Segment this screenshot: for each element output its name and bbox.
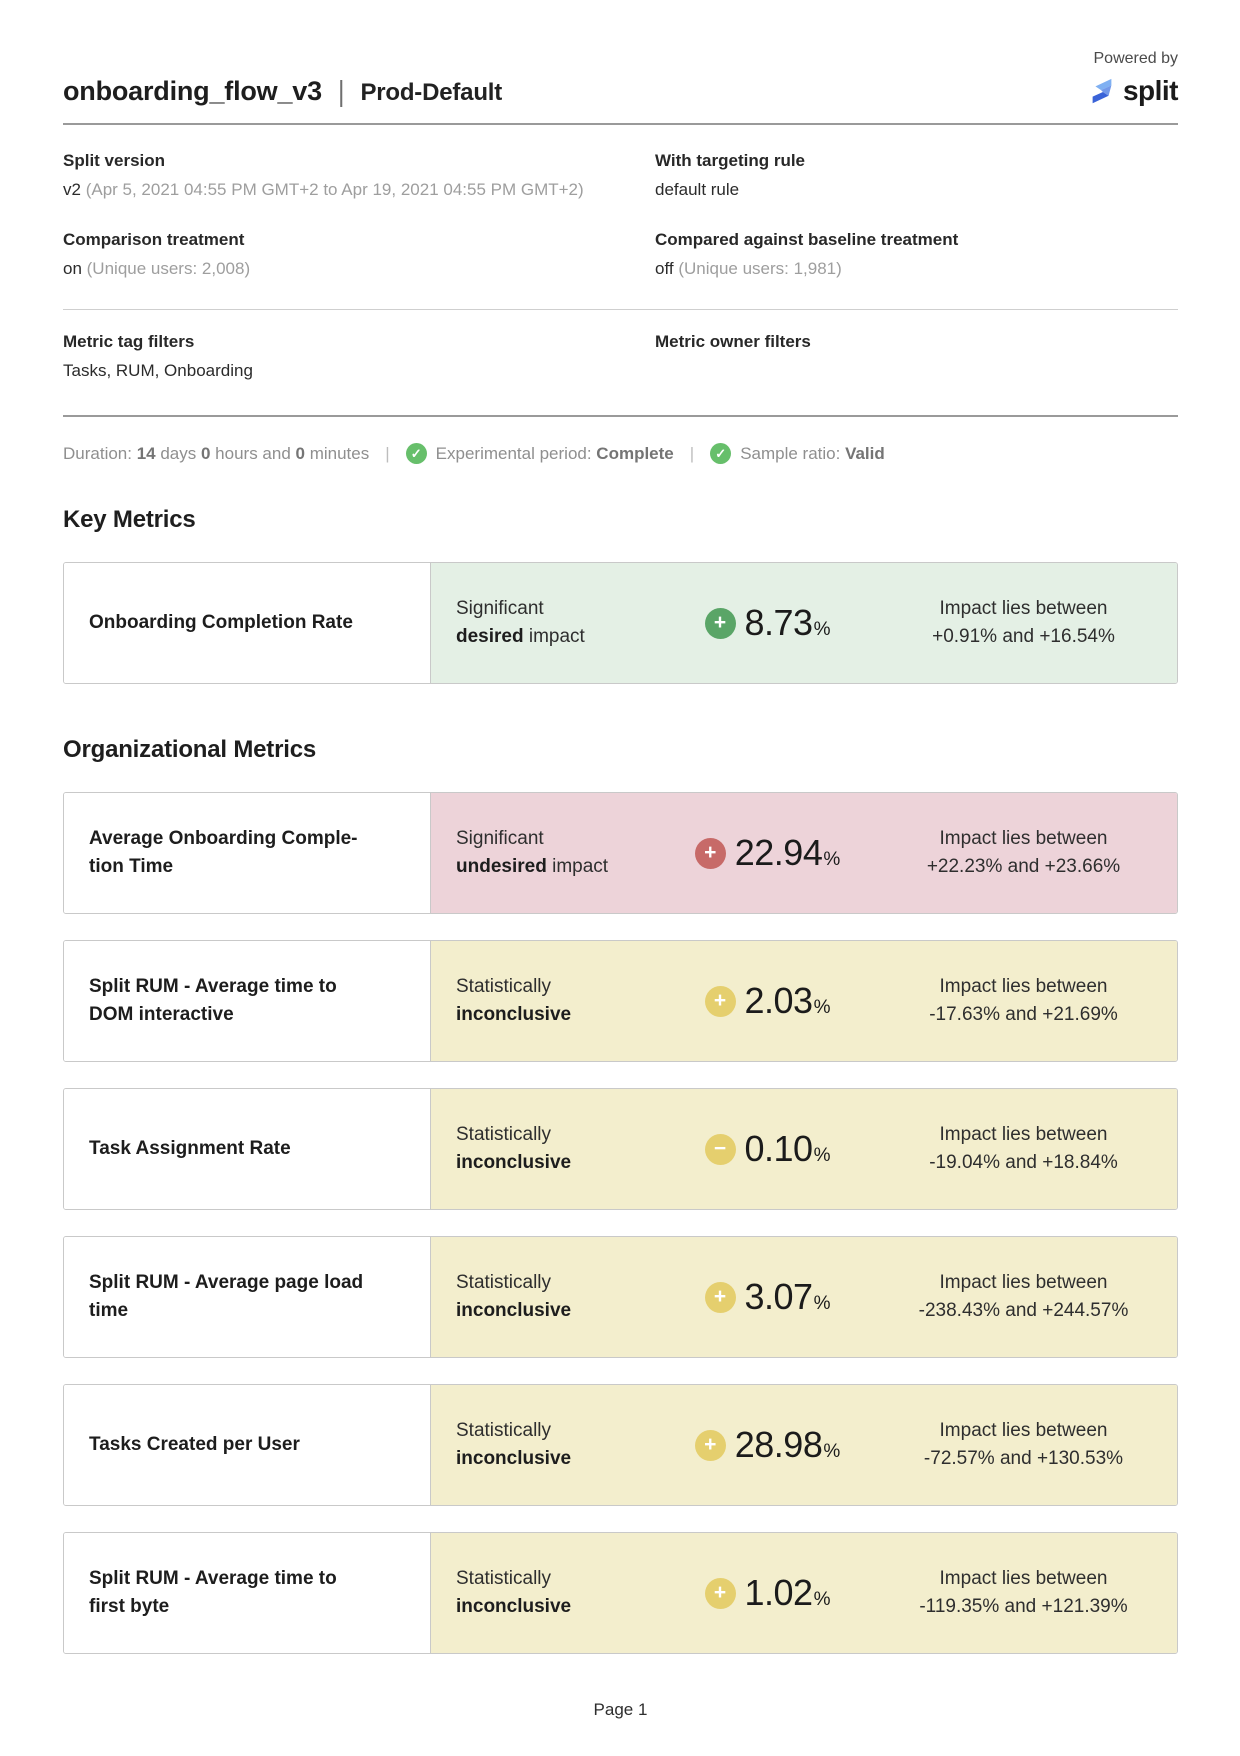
report-header xyxy=(63,50,1178,107)
metric-value: + 8.73 % xyxy=(643,602,892,644)
brand-block xyxy=(1087,50,1178,107)
brand-wordmark: split xyxy=(1122,75,1178,106)
field-value: v2 (Apr 5, 2021 04:55 PM GMT+2 to Apr 19, 2021 04:55 PM GMT+2) xyxy=(63,180,584,199)
split-logo-icon xyxy=(1087,76,1117,106)
divider xyxy=(63,309,1178,310)
experiment-status-bar xyxy=(63,443,1178,464)
metric-name: Split RUM - Average time to DOM interactive xyxy=(89,976,337,1025)
field-baseline-treatment xyxy=(655,230,1178,279)
metric-status: Significant undesired impact xyxy=(456,828,609,877)
impact-range: Impact lies between -17.63% and +21.69% xyxy=(929,976,1118,1025)
metric-card xyxy=(63,1532,1178,1654)
metric-status: Statistically inconclusive xyxy=(456,1568,572,1617)
metric-value: − 0.10 % xyxy=(643,1128,892,1170)
plus-icon: + xyxy=(705,608,736,639)
impact-range: Impact lies between +22.23% and +23.66% xyxy=(926,828,1121,877)
impact-range: Impact lies between +0.91% and +16.54% xyxy=(932,598,1115,647)
metric-card xyxy=(63,1236,1178,1358)
experiment-info xyxy=(63,151,1178,279)
field-split-version xyxy=(63,151,655,200)
duration-text: Duration: 14 days 0 hours and 0 minutes xyxy=(63,443,370,463)
metric-name: Split RUM - Average page load time xyxy=(89,1272,364,1321)
metric-value: + 3.07 % xyxy=(643,1276,892,1318)
metric-name: Tasks Created per User xyxy=(89,1434,300,1456)
field-label: With targeting rule xyxy=(655,151,806,170)
field-label: Metric tag filters xyxy=(63,332,195,351)
page-title: onboarding_flow_v3 xyxy=(63,76,322,106)
metric-card xyxy=(63,940,1178,1062)
metric-card xyxy=(63,792,1178,914)
sample-ratio-text: Sample ratio: Valid xyxy=(740,443,885,463)
metric-card xyxy=(63,1088,1178,1210)
plus-icon: + xyxy=(705,1578,736,1609)
field-value: default rule xyxy=(655,180,740,199)
field-value: off (Unique users: 1,981) xyxy=(655,259,842,278)
field-label: Metric owner filters xyxy=(655,332,811,351)
metric-name: Task Assignment Rate xyxy=(89,1138,291,1160)
impact-range: Impact lies between -72.57% and +130.53% xyxy=(923,1420,1124,1469)
field-metric-tag-filters xyxy=(63,332,655,381)
divider xyxy=(63,415,1178,417)
metric-card xyxy=(63,1384,1178,1506)
plus-icon: + xyxy=(705,986,736,1017)
plus-icon: + xyxy=(705,1282,736,1313)
status-separator: | xyxy=(385,443,390,463)
field-comparison-treatment xyxy=(63,230,655,279)
metric-name: Average Onboarding Comple- tion Time xyxy=(89,828,358,877)
field-metric-owner-filters xyxy=(655,332,1178,381)
metric-name: Onboarding Completion Rate xyxy=(89,612,353,634)
plus-icon: + xyxy=(695,838,726,869)
divider xyxy=(63,123,1178,125)
metric-status: Statistically inconclusive xyxy=(456,1420,572,1469)
environment-name: Prod-Default xyxy=(360,79,503,106)
section-title-organizational-metrics: Organizational Metrics xyxy=(63,736,316,763)
field-label: Compared against baseline treatment xyxy=(655,230,959,249)
metric-value: + 2.03 % xyxy=(643,980,892,1022)
impact-range: Impact lies between -238.43% and +244.57% xyxy=(918,1272,1129,1321)
metric-card xyxy=(63,562,1178,684)
metric-value: + 1.02 % xyxy=(643,1572,892,1614)
field-label: Split version xyxy=(63,151,166,170)
field-targeting-rule xyxy=(655,151,1178,200)
title-row xyxy=(63,76,502,107)
impact-range: Impact lies between -19.04% and +18.84% xyxy=(929,1124,1118,1173)
minus-icon: − xyxy=(705,1134,736,1165)
title-separator: | xyxy=(337,75,345,109)
metric-status: Significant desired impact xyxy=(456,598,585,647)
field-value: Tasks, RUM, Onboarding xyxy=(63,361,253,380)
field-value xyxy=(655,361,1178,381)
status-separator: | xyxy=(689,443,695,463)
metric-status: Statistically inconclusive xyxy=(456,976,572,1025)
metric-status: Statistically inconclusive xyxy=(456,1124,572,1173)
metric-status: Statistically inconclusive xyxy=(456,1272,572,1321)
metric-value: + 28.98 % xyxy=(643,1424,892,1466)
section-title-key-metrics: Key Metrics xyxy=(63,506,196,533)
page-number: Page 1 xyxy=(593,1700,648,1719)
impact-range: Impact lies between -119.35% and +121.39% xyxy=(919,1568,1128,1617)
check-icon: ✓ xyxy=(710,443,731,464)
check-icon: ✓ xyxy=(406,443,427,464)
powered-by-label: Powered by xyxy=(1093,50,1178,67)
plus-icon: + xyxy=(695,1430,726,1461)
field-value: on (Unique users: 2,008) xyxy=(63,259,251,278)
field-label: Comparison treatment xyxy=(63,230,245,249)
experimental-period-text: Experimental period: Complete xyxy=(435,443,674,463)
metric-value: + 22.94 % xyxy=(643,832,892,874)
metric-name: Split RUM - Average time to first byte xyxy=(89,1568,337,1617)
metric-filters xyxy=(63,332,1178,381)
